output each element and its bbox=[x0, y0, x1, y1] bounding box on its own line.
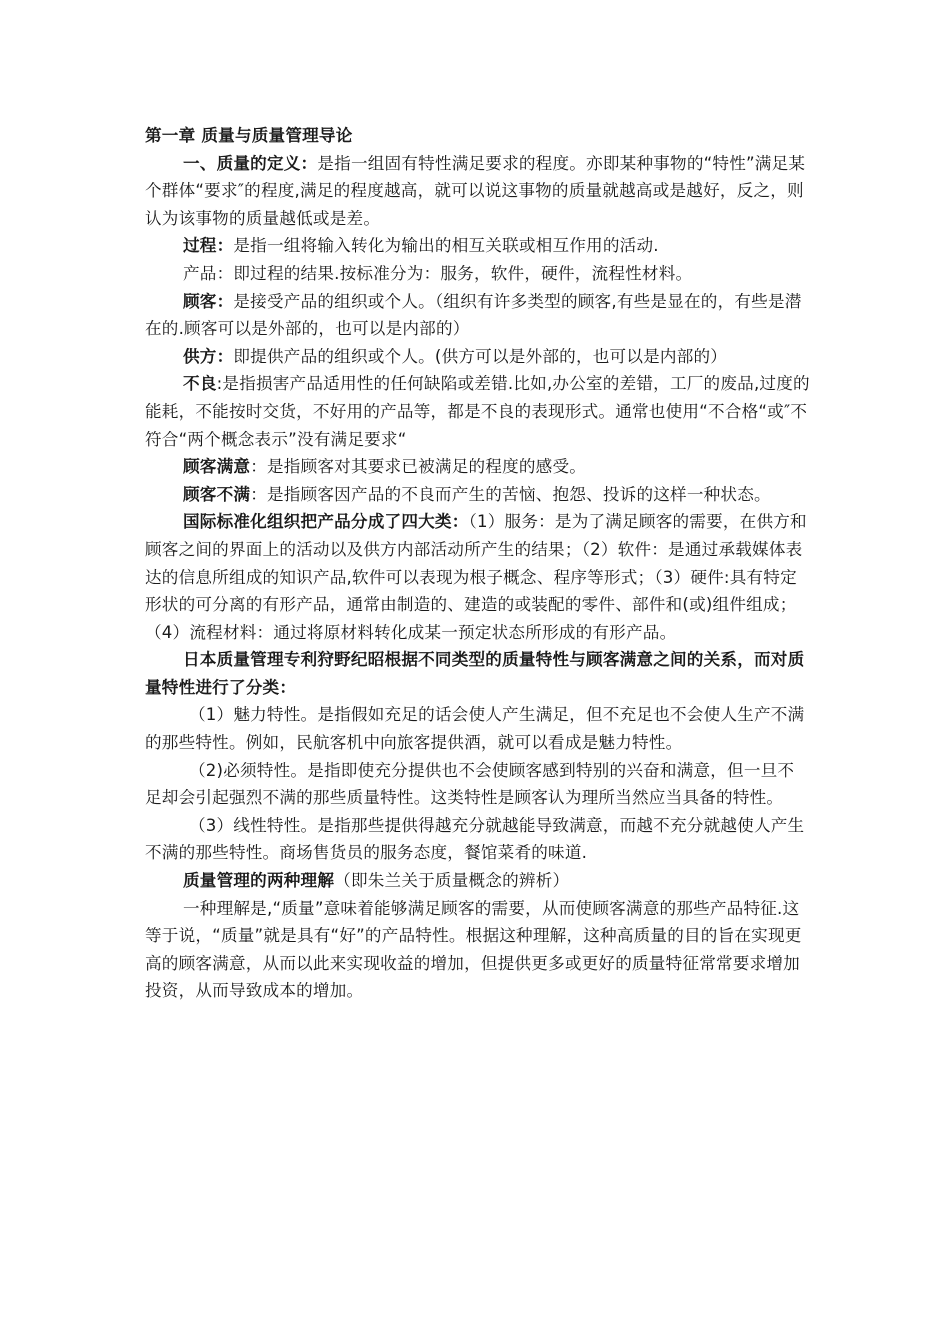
paragraph-satisfaction: 顾客满意：是指顾客对其要求已被满足的程度的感受。 bbox=[183, 457, 587, 477]
paragraph-product: 产品：即过程的结果.按标准分为：服务，软件，硬件，流程性材料。 bbox=[183, 263, 693, 283]
kano-item-attractive: （1）魅力特性。是指假如充足的话会使人产生满足，但不充足也不会使人生产不满的那些特性。例如，民航客机中向旅客提供酒，就可以看成是魅力特性。 bbox=[145, 705, 805, 753]
paragraph-quality-definition: 一、质量的定义：是指一组固有特性满足要求的程度。亦即某种事物的“特性”满足某个群体“要求″的程度,满足的程度越高，就可以说这事物的质量就越高或是越好，反之，则认为该事物的质量越低或是差。 bbox=[145, 153, 806, 228]
paragraph-kano-heading: 日本质量管理专利狩野纪昭根据不同类型的质量特性与顾客满意之间的关系，而对质量特性进行了分类： bbox=[145, 650, 805, 697]
paragraph-customer: 顾客：是接受产品的组织或个人。（组织有许多类型的顾客,有些是显在的，有些是潜在的.顾客可以是外部的，也可以是内部的） bbox=[145, 291, 802, 339]
term-defect: 不良 bbox=[183, 374, 217, 394]
term-satisfaction: 顾客满意 bbox=[183, 457, 251, 477]
kano-item-linear: （3）线性特性。是指那些提供得越充分就越能导致满意，而越不充分就越使人产生不满的那些特性。商场售货员的服务态度，餐馆菜肴的味道. bbox=[145, 815, 805, 863]
paragraph-understanding-one: 一种理解是,“质量”意味着能够满足顾客的需要，从而使顾客满意的那些产品特征.这等于说，“质量”就是具有“好”的产品特性。根据这种理解，这种高质量的目的旨在实现更高的顾客满意，从而以此来实现收益的增加，但提供更多或更好的质量特征常常要求增加投资，从而导致成本的增加。 bbox=[145, 898, 802, 1001]
term-quality-definition: 一、质量的定义： bbox=[183, 153, 318, 173]
paragraph-dissatisfaction: 顾客不满：是指顾客因产品的不良而产生的苦恼、抱怨、投诉的这样一种状态。 bbox=[183, 484, 771, 504]
term-process: 过程： bbox=[183, 236, 234, 256]
term-customer: 顾客： bbox=[183, 291, 234, 311]
paragraph-defect: 不良:是指损害产品适用性的任何缺陷或差错.比如,办公室的差错，工厂的废品,过度的能耗，不能按时交货，不好用的产品等，都是不良的表现形式。通常也使用“不合格“或″不符合“两个概念表示”没有满足要求“ bbox=[145, 374, 810, 449]
term-dissatisfaction: 顾客不满 bbox=[183, 484, 251, 504]
term-qm-understanding: 质量管理的两种理解 bbox=[183, 871, 335, 891]
paragraph-iso-categories: 国际标准化组织把产品分成了四大类：（1）服务：是为了满足顾客的需要，在供方和顾客之间的界面上的活动以及供方内部活动所产生的结果；（2）软件：是通过承载媒体表达的信息所组成的知识产品,软件可以表现为根子概念、程序等形式；（3）硬件:具有特定形状的可分离的有形产品，通常由制造的、建造的或装配的零件、部件和(或)组件组成；（4）流程材料：通过将原材料转化成某一预定状态所形成的有形产品。 bbox=[145, 512, 807, 642]
kano-item-must-be: （2)必须特性。是指即使充分提供也不会使顾客感到特别的兴奋和满意，但一旦不足却会引起强烈不满的那些质量特性。这类特性是顾客认为理所当然应当具备的特性。 bbox=[145, 760, 795, 808]
document-body bbox=[145, 122, 810, 1005]
paragraph-supplier: 供方：即提供产品的组织或个人。(供方可以是外部的，也可以是内部的） bbox=[183, 346, 728, 366]
paragraph-process: 过程：是指一组将输入转化为输出的相互关联或相互作用的活动. bbox=[183, 236, 659, 256]
term-iso: 国际标准化组织把产品分成了四大类： bbox=[183, 512, 469, 532]
chapter-title: 第一章 质量与质量管理导论 bbox=[145, 126, 353, 145]
paragraph-qm-understanding: 质量管理的两种理解（即朱兰关于质量概念的辨析） bbox=[183, 871, 570, 891]
term-supplier: 供方： bbox=[183, 346, 234, 366]
